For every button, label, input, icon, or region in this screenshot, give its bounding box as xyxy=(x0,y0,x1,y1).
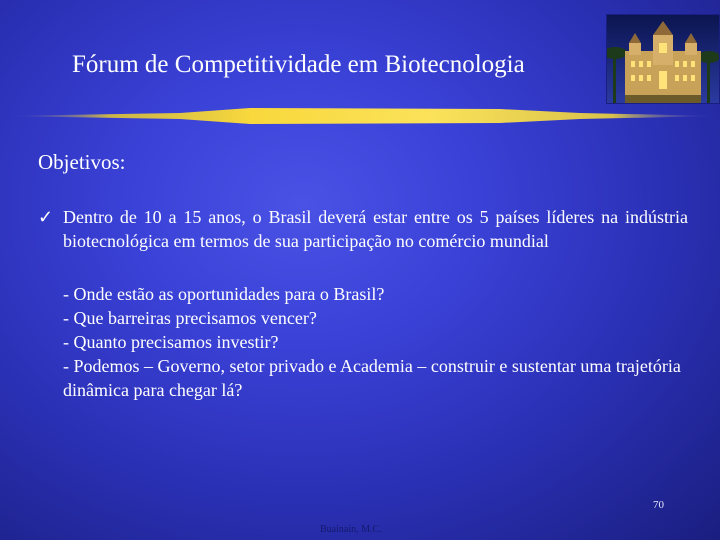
question-item: - Podemos – Governo, setor privado e Academia – construir e sustentar uma trajetória dinâmica para chegar lá? xyxy=(63,356,681,400)
title-divider xyxy=(0,106,720,126)
building-photo xyxy=(606,14,720,104)
page-number: 70 xyxy=(653,499,664,511)
checkmark-icon: ✓ xyxy=(38,207,54,227)
objective-text: Dentro de 10 a 15 anos, o Brasil deverá estar entre os 5 países líderes na indústria biotecnológica em termos de sua participação no comércio mundial xyxy=(63,207,688,251)
slide-title: Fórum de Competitividade em Biotecnologia xyxy=(72,51,525,78)
footer-author: Buainain, M.C. xyxy=(320,524,382,535)
question-item: - Quanto precisamos investir? xyxy=(63,332,279,352)
question-list xyxy=(63,282,693,402)
question-item: - Onde estão as oportunidades para o Brasil? xyxy=(63,284,385,304)
question-item: - Que barreiras precisamos vencer? xyxy=(63,308,317,328)
objective-bullet xyxy=(38,205,688,253)
section-heading: Objetivos: xyxy=(38,150,126,174)
